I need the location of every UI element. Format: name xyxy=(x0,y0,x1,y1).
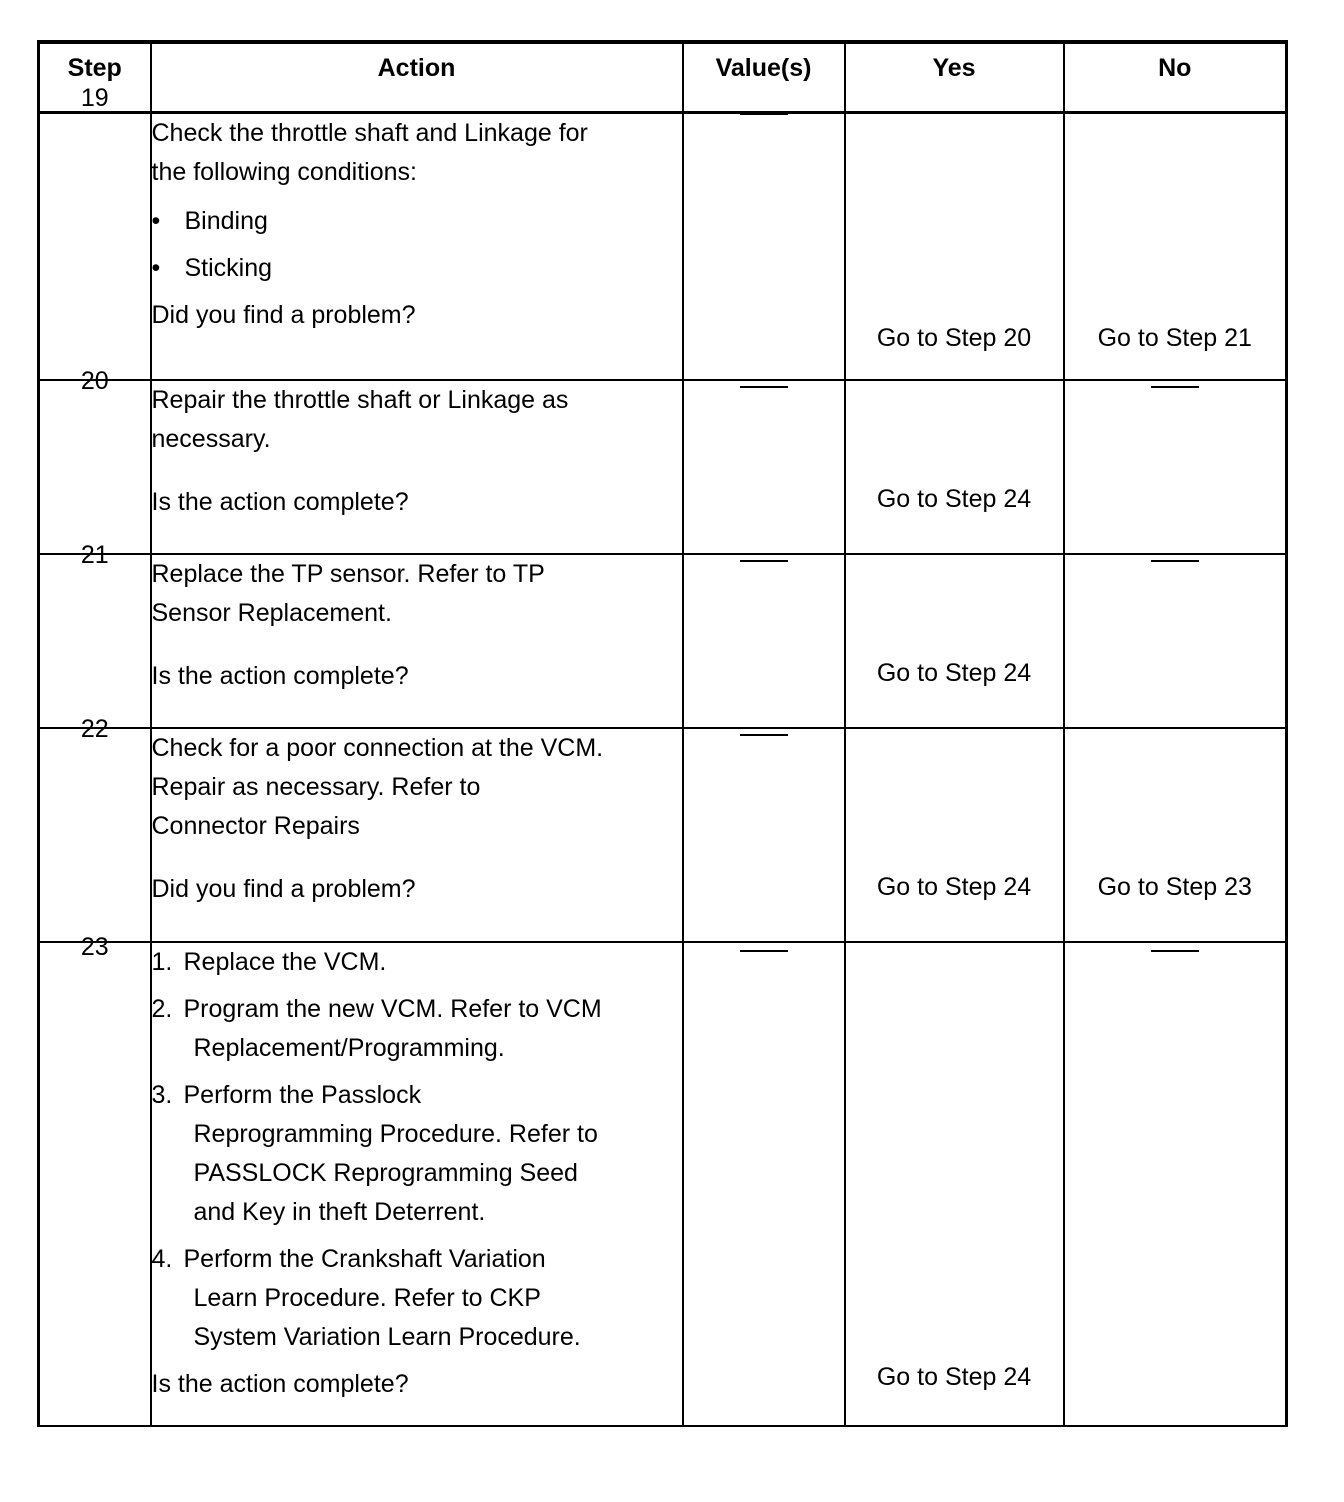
header-values: Value(s) xyxy=(683,42,845,112)
action-line: necessary. xyxy=(151,425,271,453)
step-number xyxy=(39,541,151,728)
empty-dash xyxy=(740,560,788,562)
step-number-text: 21 xyxy=(80,541,109,569)
yes-text: Go to Step 24 xyxy=(876,659,1032,687)
no-cell xyxy=(1064,380,1287,554)
action-line: the following conditions: xyxy=(151,157,417,186)
action-cell xyxy=(151,380,683,554)
list-item xyxy=(152,1240,682,1357)
table-row xyxy=(39,728,1287,942)
yes-cell xyxy=(845,380,1064,554)
list-item: • Binding xyxy=(152,202,682,241)
action-question: Is the action complete? xyxy=(151,488,409,516)
step-number xyxy=(39,933,151,1426)
action-question: Did you find a problem? xyxy=(151,875,416,903)
value-cell xyxy=(683,728,845,942)
list-text: Perform the Passlock xyxy=(183,1081,422,1109)
list-continuation: and Key in theft Deterrent. xyxy=(193,1198,486,1226)
step-number-text: 20 xyxy=(80,367,109,395)
no-cell xyxy=(1064,728,1287,942)
empty-dash xyxy=(740,113,788,115)
step-number xyxy=(39,715,151,942)
list-item xyxy=(152,943,682,982)
action-line: Check the throttle shaft and Linkage for xyxy=(151,118,588,147)
no-text: Go to Step 21 xyxy=(1097,323,1252,352)
yes-text: Go to Step 20 xyxy=(876,323,1032,352)
yes-cell xyxy=(845,112,1064,380)
list-continuation: Reprogramming Procedure. Refer to xyxy=(193,1120,598,1148)
action-cell xyxy=(151,112,683,380)
no-cell xyxy=(1064,112,1287,380)
list-text: Replace the VCM. xyxy=(183,948,387,976)
action-line: Sensor Replacement. xyxy=(151,599,392,627)
no-cell xyxy=(1064,942,1287,1426)
empty-dash xyxy=(1151,386,1199,388)
action-cell xyxy=(151,554,683,728)
step-number-text: 22 xyxy=(80,715,109,743)
table-row xyxy=(39,112,1287,380)
empty-dash xyxy=(1151,560,1199,562)
table-row xyxy=(39,380,1287,554)
action-line: Replace the TP sensor. Refer to TP xyxy=(151,560,545,588)
action-question: Did you find a problem? xyxy=(151,300,416,329)
action-line: Connector Repairs xyxy=(151,812,360,840)
yes-cell xyxy=(845,554,1064,728)
list-continuation: Learn Procedure. Refer to CKP xyxy=(193,1284,541,1312)
list-number: 2. xyxy=(151,995,173,1023)
no-cell xyxy=(1064,554,1287,728)
list-item xyxy=(152,990,682,1068)
value-cell xyxy=(683,942,845,1426)
list-text: Perform the Crankshaft Variation xyxy=(183,1245,546,1273)
step-number xyxy=(39,367,151,554)
table-row xyxy=(39,942,1287,1426)
empty-dash xyxy=(1151,950,1199,952)
header-step: Step xyxy=(39,42,151,112)
yes-text: Go to Step 24 xyxy=(876,1363,1032,1391)
list-continuation: PASSLOCK Reprogramming Seed xyxy=(193,1159,578,1187)
condition-list xyxy=(152,202,682,288)
empty-dash xyxy=(740,386,788,388)
list-number: 4. xyxy=(151,1245,173,1273)
yes-cell xyxy=(845,728,1064,942)
header-action: Action xyxy=(151,42,683,112)
list-number: 1. xyxy=(151,948,173,976)
list-item xyxy=(152,1076,682,1232)
step-number-text: 23 xyxy=(80,933,109,961)
yes-text: Go to Step 24 xyxy=(876,873,1032,901)
yes-cell xyxy=(845,942,1064,1426)
action-line: Repair as necessary. Refer to xyxy=(151,773,481,801)
action-line: Repair the throttle shaft or Linkage as xyxy=(151,386,569,414)
value-cell xyxy=(683,112,845,380)
list-number: 3. xyxy=(151,1081,173,1109)
numbered-list xyxy=(152,943,682,1357)
header-yes: Yes xyxy=(845,42,1064,112)
header-no: No xyxy=(1064,42,1287,112)
no-text: Go to Step 23 xyxy=(1097,873,1252,901)
list-text: Program the new VCM. Refer to VCM xyxy=(183,995,602,1023)
list-item: • Sticking xyxy=(152,249,682,288)
action-line: Check for a poor connection at the VCM. xyxy=(151,734,604,762)
value-cell xyxy=(683,380,845,554)
value-cell xyxy=(683,554,845,728)
action-question: Is the action complete? xyxy=(151,662,409,690)
empty-dash xyxy=(740,734,788,736)
diagnostic-table xyxy=(37,40,1288,1427)
list-continuation: Replacement/Programming. xyxy=(193,1034,505,1062)
yes-text: Go to Step 24 xyxy=(876,485,1032,513)
action-cell xyxy=(151,728,683,942)
step-number-text: 19 xyxy=(80,83,109,112)
empty-dash xyxy=(740,950,788,952)
action-question: Is the action complete? xyxy=(151,1370,409,1398)
list-continuation: System Variation Learn Procedure. xyxy=(193,1323,581,1351)
step-number xyxy=(39,83,151,380)
header-row xyxy=(39,42,1287,112)
table-row xyxy=(39,554,1287,728)
action-cell xyxy=(151,942,683,1426)
